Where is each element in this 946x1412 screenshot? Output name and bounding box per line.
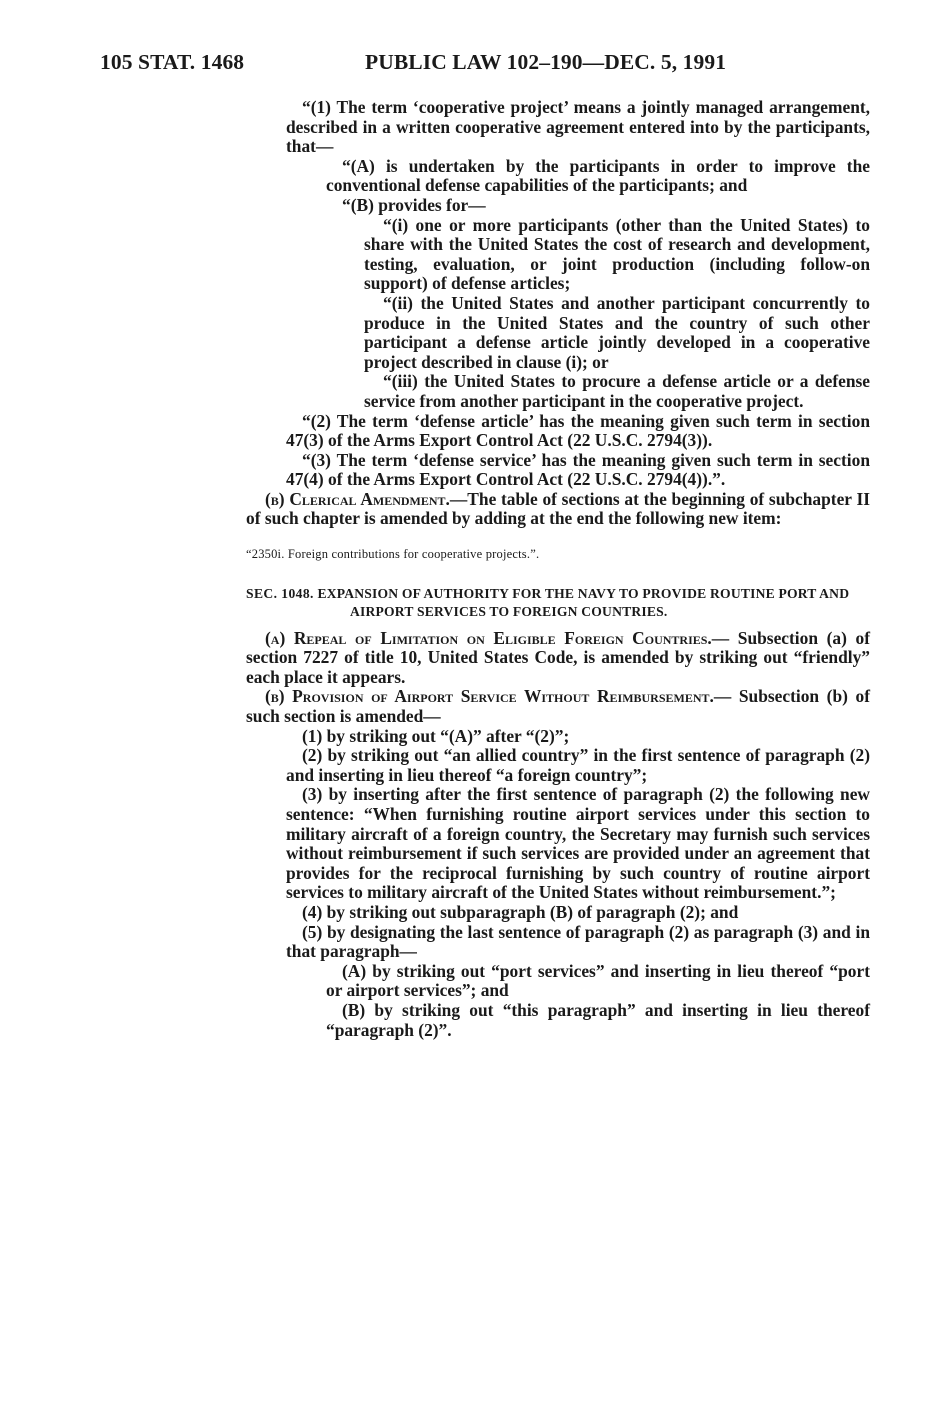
definition-2: “(2) The term ‘defense article’ has the meaning given such term in section 47(3) of the Arms Export Control Act (22 U.S.C. 2794(3)).: [286, 410, 870, 451]
page-body: [246, 98, 870, 1040]
clerical-amendment-heading: (b) Clerical Amendment.: [265, 488, 450, 509]
public-law-citation: PUBLIC LAW 102–190—DEC. 5, 1991: [365, 50, 727, 74]
subsection-b-heading: (b) Provision of Airport Service Without Reimbursement.: [265, 686, 714, 707]
definition-1-a: “(A) is undertaken by the participants in order to improve the conventional defense capabilities of the participants; and: [326, 155, 870, 196]
section-number: SEC. 1048.: [246, 585, 314, 601]
definition-1-b-ii: “(ii) the United States and another participant concurrently to produce in the United States and the country of such other participant a defense article jointly developed in a cooperative project described in clause (i); or: [364, 292, 870, 372]
clerical-amendment: [246, 490, 870, 529]
definition-1: “(1) The term ‘cooperative project’ means a jointly managed arrangement, described in a written cooperative agreement entered into by the participants, that—: [286, 97, 870, 157]
subsection-b: [246, 687, 870, 726]
paragraph-b-3: (3) by inserting after the first sentence of paragraph (2) the following new sentence: “When furnishing routine airport services under this section to military aircraft of a foreign country, the Secretary may furnish such services without reimbursement if such services are provided under an agreement that provides for the reciprocal furnishing by such country of routine airport services to military aircraft of the United States without reimbursement.”;: [286, 784, 870, 903]
subsection-b-text: — Subsection (b) of such section is amended—: [246, 686, 871, 727]
definition-1-b-i: “(i) one or more participants (other than the United States) to share with the United States the cost of research and development, testing, evaluation, or joint production (including follow-on support) of defense articles;: [364, 214, 870, 294]
paragraph-b-4: (4) by striking out subparagraph (B) of paragraph (2); and: [302, 901, 739, 922]
subsection-a: [246, 629, 870, 688]
subsection-a-text: — Subsection (a) of section 7227 of title 10, United States Code, is amended by striking out “friendly” each place it appears.: [246, 627, 870, 687]
paragraph-b-2: (2) by striking out “an allied country” in the first sentence of paragraph (2) and inserting in lieu thereof “a foreign country”;: [286, 745, 870, 785]
definition-3: “(3) The term ‘defense service’ has the meaning given such term in section 47(4) of the Arms Export Control Act (22 U.S.C. 2794(4)).”.: [286, 449, 870, 490]
paragraph-b-1: (1) by striking out “(A)” after “(2)”;: [302, 725, 570, 746]
paragraph-b-5-a: (A) by striking out “port services” and inserting in lieu thereof “port or airport services”; and: [326, 960, 870, 1001]
paragraph-b-5: (5) by designating the last sentence of paragraph (2) as paragraph (3) and in that paragraph—: [286, 921, 870, 962]
clerical-amendment-text: —The table of sections at the beginning of subchapter II of such chapter is amended by adding at the end the following new item:: [246, 488, 870, 529]
table-of-sections-item: “2350i. Foreign contributions for cooperative projects.”.: [246, 547, 540, 562]
definition-1-b: “(B) provides for—: [342, 194, 486, 215]
statute-page-number: 105 STAT. 1468: [100, 50, 245, 74]
page-header: [100, 50, 870, 80]
definition-1-b-iii: “(iii) the United States to procure a defense article or a defense service from another participant in the cooperative project.: [364, 371, 870, 411]
paragraph-b-5-b: (B) by striking out “this paragraph” and inserting in lieu thereof “paragraph (2)”.: [326, 999, 870, 1040]
section-heading: [246, 585, 870, 621]
section-title: EXPANSION OF AUTHORITY FOR THE NAVY TO PROVIDE ROUTINE PORT AND AIRPORT SERVICES TO FOREIGN COUNTRIES.: [317, 585, 850, 619]
subsection-a-heading: (a) Repeal of Limitation on Eligible Foreign Countries.: [265, 627, 712, 648]
